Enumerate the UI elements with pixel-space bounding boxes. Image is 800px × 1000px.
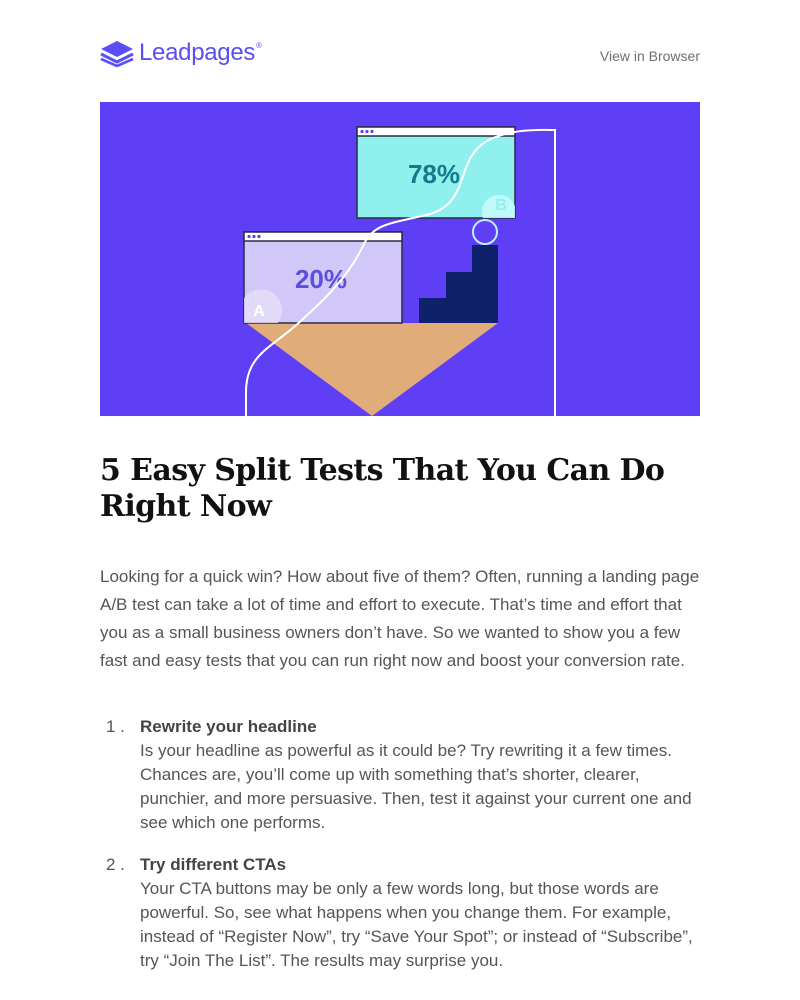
list-number: 1 .: [106, 717, 125, 736]
variant-a-window: [244, 232, 402, 323]
registered-mark: ®: [256, 41, 262, 50]
email-header: [100, 0, 700, 102]
variant-b-percent: 78%: [407, 159, 461, 189]
intro-paragraph: Looking for a quick win? How about five of them? Often, running a landing page A/B test can take a lot of time and effort to execute. That’s time and effort that you as a small business owners don’t have. So we wanted to show you a few fast and easy tests that you can run right now and boost your conversion rate.: [100, 567, 700, 670]
leadpages-logo[interactable]: [100, 39, 262, 67]
list-item: [100, 715, 700, 835]
tips-list: [100, 715, 700, 973]
logo-wordmark: Leadpages®: [139, 39, 262, 66]
variant-a-label: A: [253, 303, 265, 320]
article-title: 5 Easy Split Tests That You Can Do Right Now: [100, 453, 665, 524]
email-container: [100, 0, 700, 973]
variant-b-window: [357, 127, 515, 218]
list-item-title: Rewrite your headline: [140, 717, 317, 736]
list-item-body: [140, 853, 700, 973]
hero-illustration: [100, 102, 700, 416]
list-item-text: Your CTA buttons may be only a few words long, but those words are powerful. So, see what happens when you change them. For example, instead of “Register Now”, try “Save Your Spot”; or instead of “Subscribe”, try “Join The List”. The results may surprise you.: [140, 879, 693, 970]
list-item: [100, 853, 700, 973]
list-item-title: Try different CTAs: [140, 855, 287, 874]
view-in-browser-link[interactable]: View in Browser: [599, 48, 700, 64]
variant-a-percent: 20%: [294, 264, 348, 294]
list-item-text: Is your headline as powerful as it could be? Try rewriting it a few times. Chances are, you’ll come up with something that’s shorter, clearer, punchier, and more persuasive. Then, test it against your current one and see which one performs.: [140, 741, 692, 832]
variant-b-label: B: [495, 197, 507, 214]
layers-icon: [100, 39, 134, 67]
list-item-body: [140, 715, 700, 835]
list-number: 2 .: [106, 855, 125, 874]
